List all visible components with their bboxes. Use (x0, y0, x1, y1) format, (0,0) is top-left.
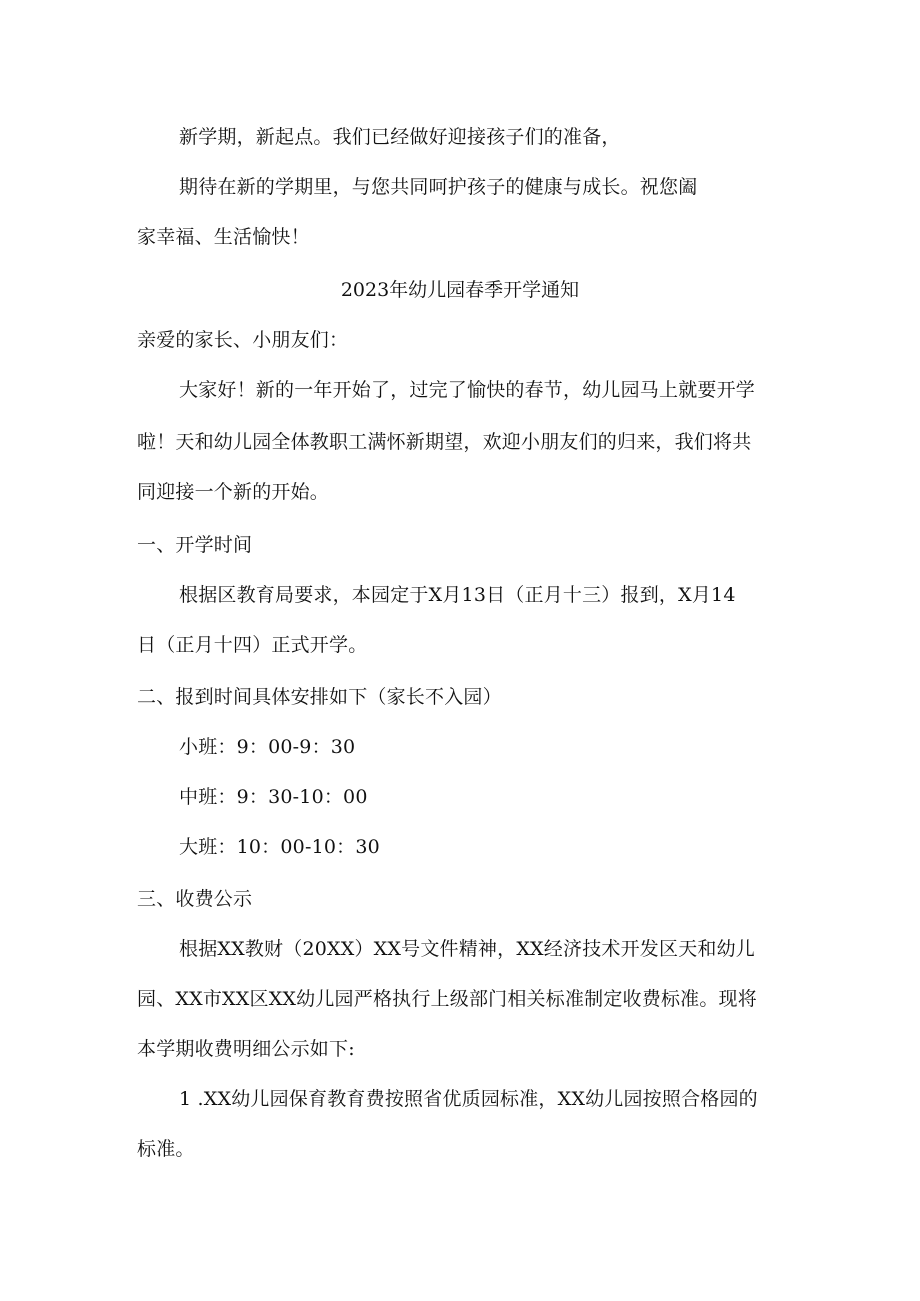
intro-line-3: 家幸福、生活愉快！ (137, 226, 310, 248)
schedule-middle-class: 中班：9：30-10：00 (179, 786, 368, 808)
section-1-line-1: 根据区教育局要求，本园定于X月13日（正月十三）报到，X月14 (179, 584, 736, 606)
intro-line-1: 新学期，新起点。我们已经做好迎接孩子们的准备， (179, 126, 621, 148)
section-1-heading: 一、开学时间 (137, 534, 253, 556)
section-3-line-2: 园、XX市XX区XX幼儿园严格执行上级部门相关标准制定收费标准。现将 (137, 988, 757, 1010)
notice-title: 2023年幼儿园春季开学通知 (340, 279, 580, 301)
opening-line-3: 同迎接一个新的开始。 (137, 481, 330, 503)
section-3-line-3: 本学期收费明细公示如下: (137, 1038, 355, 1060)
section-3-line-1: 根据XX教财（20XX）XX号文件精神，XX经济技术开发区天和幼儿 (179, 938, 755, 960)
opening-line-1: 大家好！新的一年开始了，过完了愉快的春节，幼儿园马上就要开学 (179, 379, 756, 401)
greeting: 亲爱的家长、小朋友们： (137, 329, 349, 351)
section-3-heading: 三、收费公示 (137, 888, 253, 910)
fee-item-1-line-2: 标准。 (137, 1138, 195, 1160)
opening-line-2: 啦！天和幼儿园全体教职工满怀新期望，欢迎小朋友们的归来，我们将共 (137, 431, 752, 453)
schedule-large-class: 大班：10：00-10：30 (179, 836, 380, 858)
fee-item-1-line-1: 1 .XX幼儿园保育教育费按照省优质园标准，XX幼儿园按照合格园的 (179, 1088, 758, 1110)
intro-line-2: 期待在新的学期里，与您共同呵护孩子的健康与成长。祝您阖 (179, 176, 698, 198)
section-2-heading: 二、报到时间具体安排如下（家长不入园） (137, 686, 502, 708)
section-1-line-2: 日（正月十四）正式开学。 (137, 634, 368, 656)
schedule-small-class: 小班：9：00-9：30 (179, 736, 356, 758)
